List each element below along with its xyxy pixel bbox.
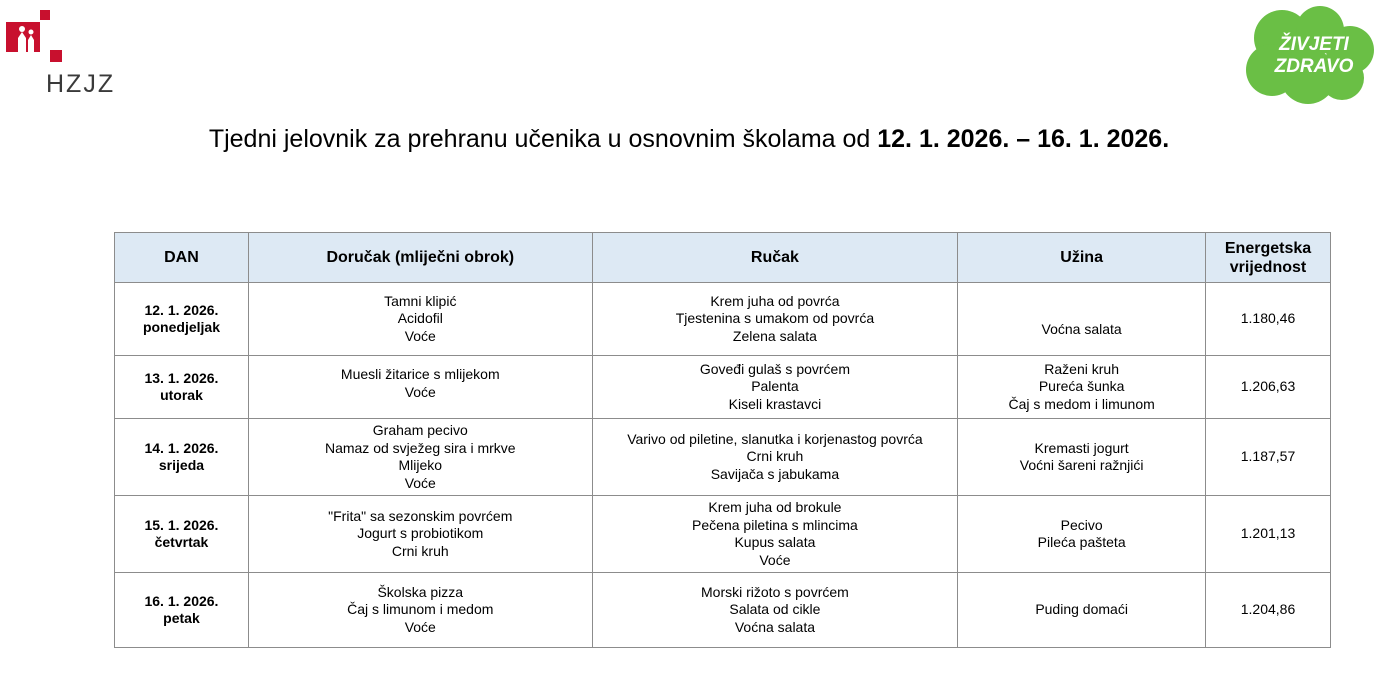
breakfast-cell [248,356,592,419]
header-day: DAN [115,233,249,283]
menu-item: Graham pecivo [372,422,468,438]
menu-item: Čaj s medom i limunom [1008,395,1155,412]
table-row [115,573,1331,648]
hzjz-emblem-icon [4,8,66,66]
zivjeti-zdravo-logo [1242,4,1378,106]
menu-item: Savijača s jabukama [710,465,840,482]
energy-cell: 1.201,13 [1206,496,1331,573]
table-header-row [115,233,1331,283]
header-breakfast [248,233,592,283]
energy-cell: 1.180,46 [1206,283,1331,356]
day-date: 13. 1. 2026. [144,369,219,386]
table-row [115,496,1331,573]
menu-item: Crni kruh [391,542,449,559]
breakfast-cell [248,419,592,496]
menu-item: Krem juha od povrća [710,292,840,309]
menu-item: Školska pizza [377,583,464,600]
snack-cell [958,283,1206,356]
day-weekday: petak [163,610,200,626]
header-energy-line2: vrijednost [1229,258,1307,276]
header-breakfast-title: Doručak [326,249,391,266]
menu-item: Pečena piletina s mlincima [692,516,858,533]
menu-item: Mlijeko [398,457,443,473]
menu-item: Kremasti jogurt [1034,439,1129,456]
menu-item: Pileća pašteta [1037,534,1126,550]
zdravo-logo-line2: ZDRAVO [1274,56,1354,77]
breakfast-cell [248,283,592,356]
lunch-cell [592,283,958,356]
header-breakfast-subtitle: (mliječni obrok) [394,249,515,266]
hzjz-logo-text: HZJZ [46,70,116,98]
day-cell [115,573,249,648]
menu-item: Raženi kruh [1044,360,1119,377]
menu-item: Voće [404,474,436,491]
menu-item: Voće [759,551,791,568]
menu-item: Zelena salata [732,327,817,344]
day-cell [115,496,249,573]
menu-item: Salata od cikle [729,601,821,618]
energy-cell: 1.187,57 [1206,419,1331,496]
menu-item: Kupus salata [734,534,816,550]
snack-cell [958,419,1206,496]
menu-item: Pureća šunka [1038,378,1125,395]
day-weekday: ponedjeljak [142,319,220,335]
menu-item: Tjestenina s umakom od povrća [675,310,875,327]
menu-item: Voćna salata [1041,320,1122,337]
energy-cell: 1.206,63 [1206,356,1331,419]
menu-item: Voće [404,383,436,400]
menu-item: Puding domaći [1035,601,1128,618]
day-date: 16. 1. 2026. [144,592,219,609]
menu-item: Pecivo [1060,516,1103,533]
breakfast-cell [248,573,592,648]
breakfast-cell [248,496,592,573]
title-date-range: 12. 1. 2026. – 16. 1. 2026. [877,125,1170,153]
menu-item: Palenta [751,378,799,395]
menu-item: Muesli žitarice s mlijekom [340,366,500,382]
table-row [115,283,1331,356]
menu-item: Krem juha od brokule [708,499,842,515]
day-cell [115,419,249,496]
day-cell [115,283,249,356]
menu-item: Čaj s limunom i medom [347,601,494,618]
menu-item: "Frita" sa sezonskim povrćem [328,507,513,524]
day-weekday: srijeda [158,457,205,473]
menu-item: Tamni klipić [384,292,457,309]
day-date: 15. 1. 2026. [144,516,219,533]
snack-cell [958,496,1206,573]
snack-cell [958,573,1206,648]
header-snack: Užina [958,233,1206,283]
lunch-cell [592,496,958,573]
zdravo-logo-line1: ŽIVJETI [1279,34,1349,55]
day-cell [115,356,249,419]
day-weekday: utorak [160,387,203,403]
menu-item: Voćni šareni ražnjići [1019,457,1144,473]
lunch-cell [592,419,958,496]
menu-item: Crni kruh [746,448,804,465]
day-date: 14. 1. 2026. [144,439,219,456]
table-row [115,419,1331,496]
menu-item: Goveđi gulaš s povrćem [699,360,851,377]
menu-item: Voće [404,327,436,344]
menu-item: Voćna salata [734,618,816,635]
menu-item: Acidofil [397,310,443,327]
menu-item: Namaz od svježeg sira i mrkve [324,439,516,456]
energy-cell: 1.204,86 [1206,573,1331,648]
menu-item: Varivo od piletine, slanutka i korjenastog povrća [627,430,923,447]
page-title [0,125,1378,154]
table-row [115,356,1331,419]
menu-item: Kiseli krastavci [728,395,822,412]
day-date: 12. 1. 2026. [144,301,219,318]
header-energy [1206,233,1331,283]
header-lunch: Ručak [592,233,958,283]
title-prefix: Tjedni jelovnik za prehranu učenika u osnovnim školama od [208,125,878,153]
lunch-cell [592,356,958,419]
header-energy-line1: Energetska [1224,239,1312,257]
snack-cell [958,356,1206,419]
day-weekday: četvrtak [154,534,209,550]
lunch-cell [592,573,958,648]
menu-item: Morski rižoto s povrćem [701,583,849,600]
hzjz-logo [4,8,124,98]
menu-item: Voće [404,618,436,635]
menu-item: Jogurt s probiotikom [357,525,484,542]
weekly-menu-table [114,232,1331,648]
